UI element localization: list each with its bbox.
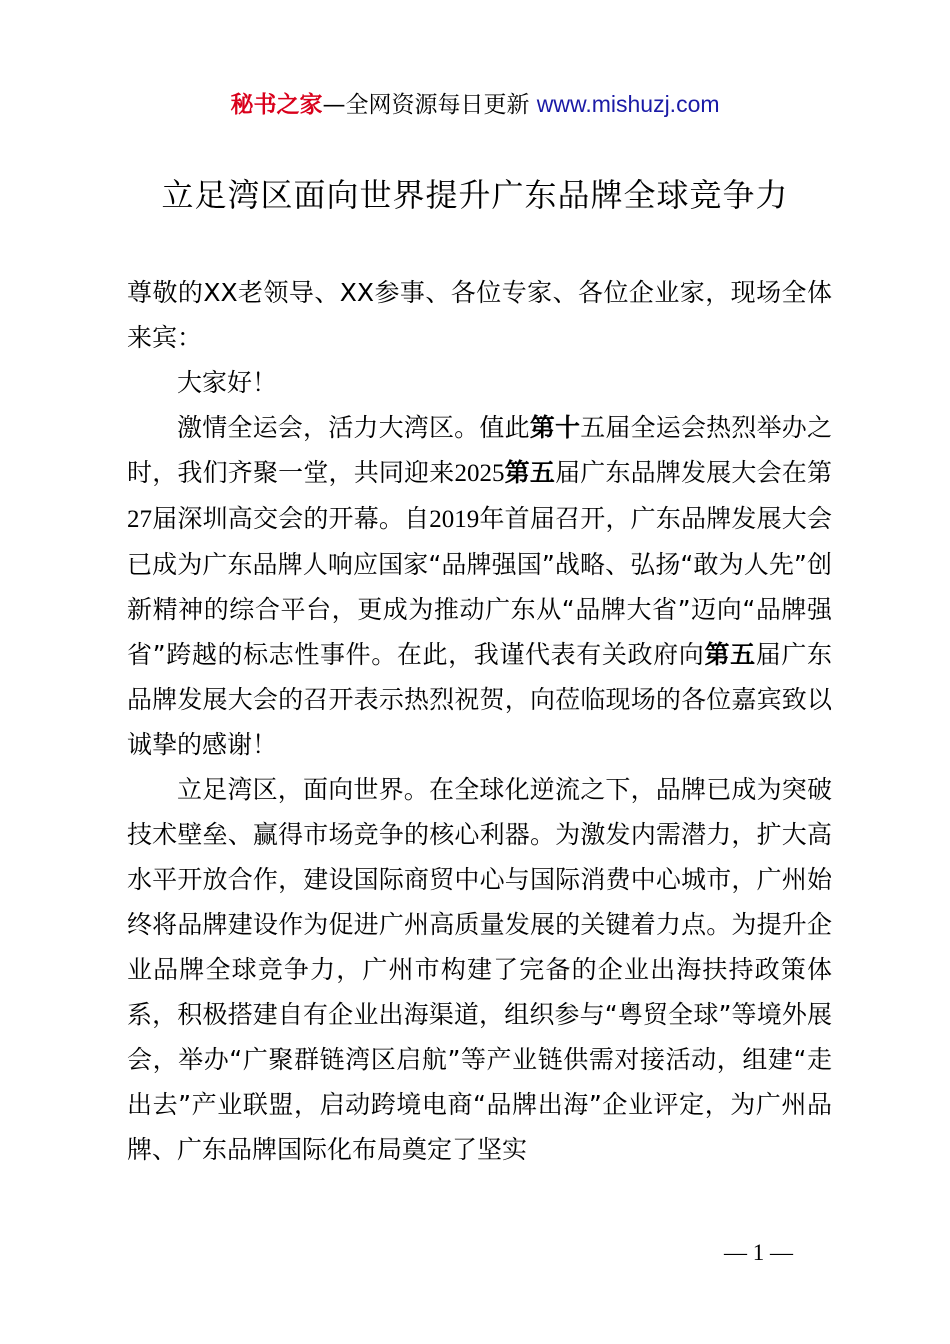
document-body <box>127 270 832 1172</box>
opening-paragraph <box>127 405 832 767</box>
p1-bold-2: 第五 <box>504 458 556 487</box>
bay-area-paragraph: 立足湾区，面向世界。在全球化逆流之下，品牌已成为突破技术壁垒、赢得市场竞争的核心利器。为激发内需潜力，扩大高水平开放合作，建设国际商贸中心与国际消费中心城市，广州始终将品牌建设作为促进广州高质量发展的关键着力点。为提升企业品牌全球竞争力，广州市构建了完备的企业出海扶持政策体系，积极搭建自有企业出海渠道，组织参与“粤贸全球”等境外展会，举办“广聚群链湾区启航”等产业链供需对接活动，组建“走出去”产业联盟，启动跨境电商“品牌出海”企业评定，为广州品牌、广东品牌国际化布局奠定了坚实 <box>127 775 832 1164</box>
p1-bold-1: 第十 <box>529 413 581 442</box>
p1-text-1: 激情全运会，活力大湾区。值此 <box>177 413 530 442</box>
p1-year-2019: 2019 <box>429 506 480 533</box>
p1-text-2: 五届全运会热烈举办之时，我们齐聚一堂，共同迎来 <box>127 413 832 487</box>
site-brand: 秘书之家 <box>230 92 323 118</box>
greeting-paragraph: 大家好！ <box>177 368 278 397</box>
site-tagline: —全网资源每日更新 <box>322 92 537 118</box>
p1-text-4: 届深圳高交会的开幕。自 <box>152 504 430 533</box>
site-header <box>0 86 950 123</box>
p1-text-5: 年首届召开，广东品牌发展大会已成为广东品牌人响应国家“品牌强国”战略、弘扬“敢为人先”创新精神的综合平台，更成为推动广东从“品牌大省”迈向“品牌强省”跨越的标志性事件。在此，我谨代表有关政府向 <box>127 504 832 669</box>
p1-text-3: 届广东品牌发展大会在第 <box>555 458 832 487</box>
p1-bold-3: 第五 <box>704 640 756 669</box>
document-title: 立足湾区面向世界提升广东品牌全球竞争力 <box>161 176 789 214</box>
page-number: — 1 — <box>724 1240 793 1265</box>
p1-text-6: 届广东品牌发展大会的召开表示热烈祝贺，向莅临现场的各位嘉宾致以诚挚的感谢！ <box>127 640 832 759</box>
site-url-link[interactable]: www.mishuzj.com <box>536 91 720 117</box>
salutation-paragraph: 尊敬的XX老领导、XX参事、各位专家、各位企业家，现场全体来宾： <box>127 278 832 352</box>
p1-year-2025: 2025 <box>454 460 505 487</box>
p1-session-27: 27 <box>127 506 152 533</box>
